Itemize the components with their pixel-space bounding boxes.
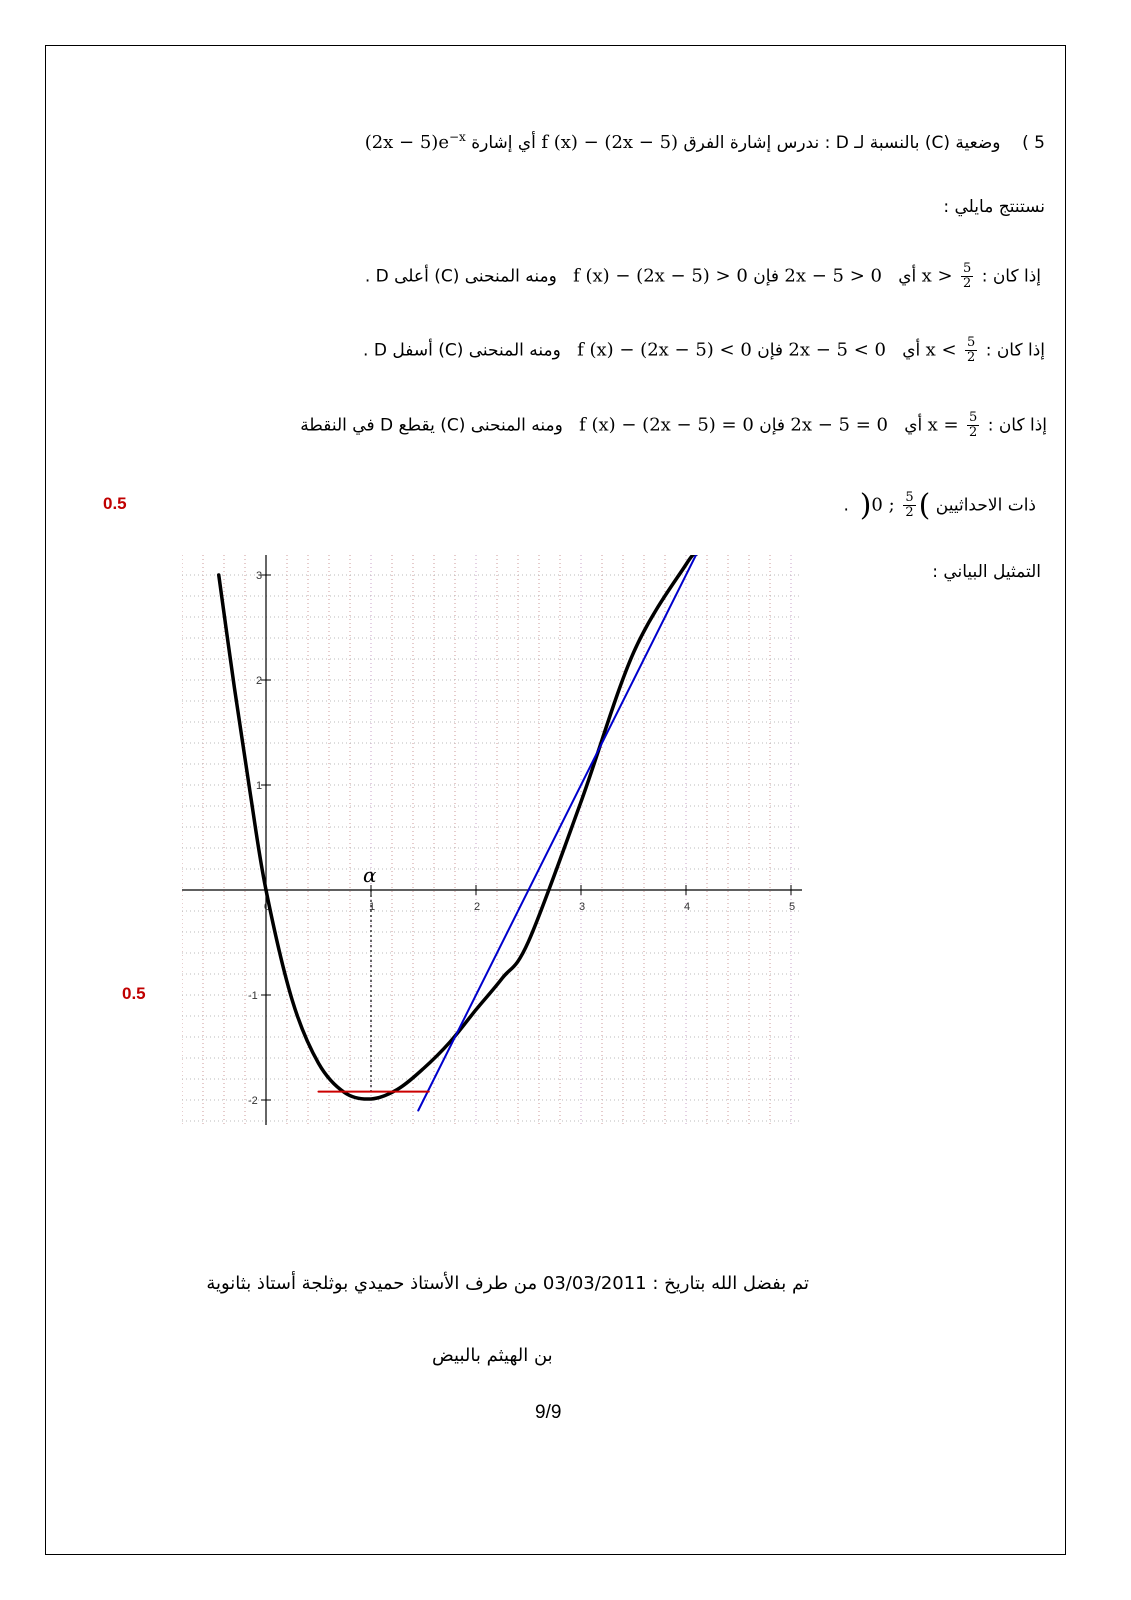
score-mark: 0.5 [122, 984, 146, 1003]
page-number: 9/9 [535, 1402, 562, 1423]
fraction: $\frac{5}{2}$ [963, 261, 972, 291]
axes [182, 555, 802, 1125]
footer-line1: تم بفضل الله بتاريخ : 03/03/2011 من طرف الأستاذ حميدي بوثلجة أستاذ بثانوية [206, 1273, 809, 1294]
conclude-line: نستنتج مايلي : [943, 197, 1045, 217]
x-tick-label: 4 [684, 901, 691, 913]
case2-line: إذا كان : $\frac{5}{2}$ x < أي 2x − 5 < 0 فإن f (x) − (2x − 5) < 0 ومنه المنحنى (C) أسفل D . [363, 335, 1045, 365]
y-tick-label: 1 [256, 780, 263, 792]
diff-expression: f (x) − (2x − 5) [541, 132, 679, 153]
x-tick-label: 5 [789, 901, 796, 913]
item5-text: وضعية (C) بالنسبة لـ D : ندرس إشارة الفرق [683, 133, 1001, 153]
alpha-annotation: α [363, 863, 377, 887]
tick-labels [248, 570, 795, 1107]
line-d [418, 555, 696, 1111]
fraction: $\frac{5}{2}$ [905, 490, 914, 520]
sign-expression: $(2x - 5)e^{-x}$ [364, 130, 466, 153]
fraction: $\frac{5}{2}$ [967, 335, 976, 365]
y-tick-label: 2 [256, 675, 263, 687]
x-tick-label: 0 [264, 901, 271, 913]
y-tick-label: -2 [248, 1095, 258, 1107]
x-tick-label: 2 [474, 901, 481, 913]
y-tick-label: -1 [248, 990, 258, 1002]
coords-line: ذات الاحداثيين ( $\frac{5}{2}$ ; 0) . [843, 488, 1036, 523]
footer-line2: بن الهيثم بالبيض [432, 1345, 553, 1366]
x-tick-label: 1 [369, 901, 376, 913]
x-tick-label: 3 [579, 901, 586, 913]
case1-line: إذا كان : $\frac{5}{2}$ x > أي 2x − 5 > 0 فإن f (x) − (2x − 5) > 0 ومنه المنحنى (C) أعلى D . [364, 261, 1041, 291]
grid [182, 555, 802, 1125]
case3-line: إذا كان : $\frac{5}{2}$ x = أي 2x − 5 = 0 فإن f (x) − (2x − 5) = 0 ومنه المنحنى (C) يقطع D في النقطة [300, 410, 1047, 440]
y-tick-label: 3 [256, 570, 263, 582]
graph-label: التمثيل البياني : [932, 562, 1041, 582]
sign-text: أي إشارة [471, 133, 536, 153]
item5-line [365, 130, 1045, 153]
score-mark: 0.5 [103, 494, 127, 513]
fraction: $\frac{5}{2}$ [969, 410, 978, 440]
function-graph [182, 555, 802, 1125]
item-number: 5 ) [1022, 133, 1045, 153]
